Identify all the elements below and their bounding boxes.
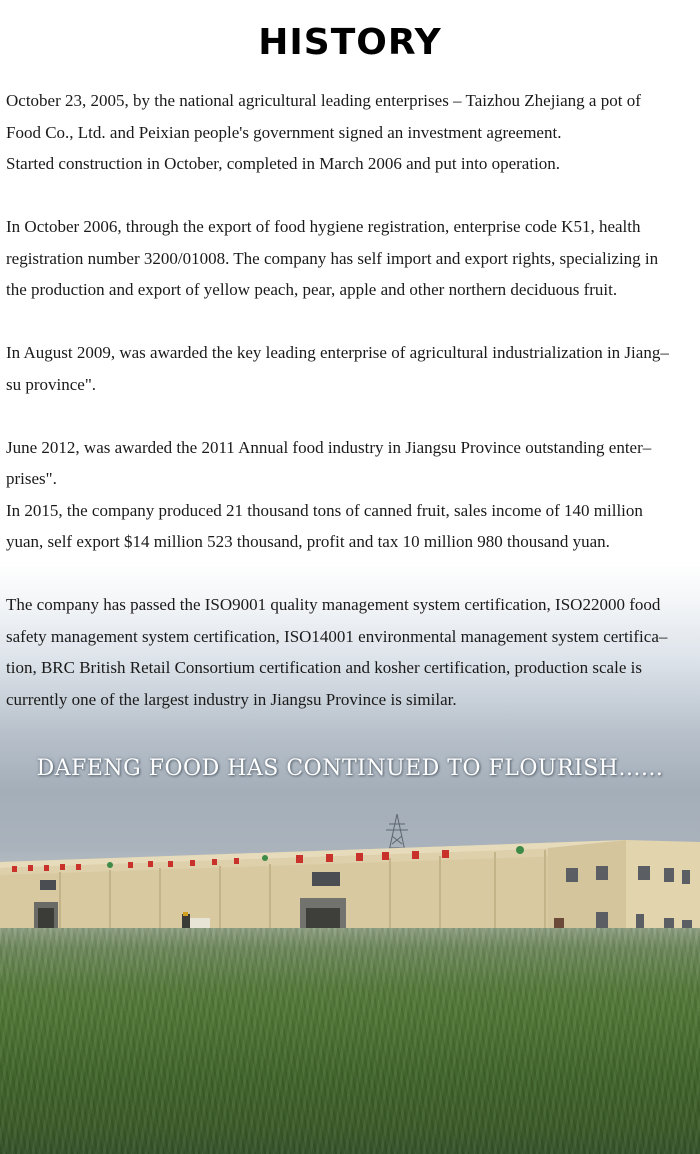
paragraph-line: In August 2009, was awarded the key leading enterprise of agricultural industrialization in Jiang–: [6, 343, 669, 362]
paragraph-line: The company has passed the ISO9001 quality management system certification, ISO22000 food: [6, 595, 661, 614]
paragraph-line: June 2012, was awarded the 2011 Annual food industry in Jiangsu Province outstanding enter–: [6, 437, 652, 457]
paragraph-line: Food Co., Ltd. and Peixian people's government signed an investment agreement.: [6, 122, 562, 142]
history-content: [6, 85, 694, 747]
history-paragraph: [6, 211, 694, 306]
history-paragraph: [6, 337, 694, 400]
history-paragraph: [6, 589, 694, 715]
history-paragraph: [6, 85, 694, 180]
slogan-tagline: DAFENG FOOD HAS CONTINUED TO FLOURISH......: [36, 756, 664, 781]
paragraph-line: Started construction in October, completed in March 2006 and put into operation.: [6, 154, 561, 173]
paragraph-line: registration number 3200/01008. The company has self import and export rights, specializing in: [6, 248, 659, 268]
paragraph-line: tion, BRC British Retail Consortium certification and kosher certification, production scale is: [6, 658, 642, 677]
history-paragraph: [6, 432, 694, 558]
grass-texture: [0, 928, 700, 1154]
paragraph-line: yuan, self export $14 million 523 thousand, profit and tax 10 million 980 thousand yuan.: [6, 532, 610, 551]
paragraph-line: the production and export of yellow peach, pear, apple and other northern deciduous fruit.: [6, 280, 618, 299]
paragraph-line: October 23, 2005, by the national agricultural leading enterprises – Taizhou Zhejiang a pot of: [6, 91, 641, 110]
paragraph-line: su province".: [6, 374, 97, 394]
paragraph-line: prises".: [6, 469, 57, 488]
paragraph-line: currently one of the largest industry in Jiangsu Province is similar.: [6, 689, 457, 709]
page-title: HISTORY: [258, 22, 442, 63]
paragraph-line: safety management system certification, ISO14001 environmental management system certifica–: [6, 626, 668, 646]
paragraph-line: In October 2006, through the export of food hygiene registration, enterprise code K51, health: [6, 217, 641, 236]
paragraph-line: In 2015, the company produced 21 thousand tons of canned fruit, sales income of 140 million: [6, 500, 643, 520]
grass-field: [0, 928, 700, 1154]
